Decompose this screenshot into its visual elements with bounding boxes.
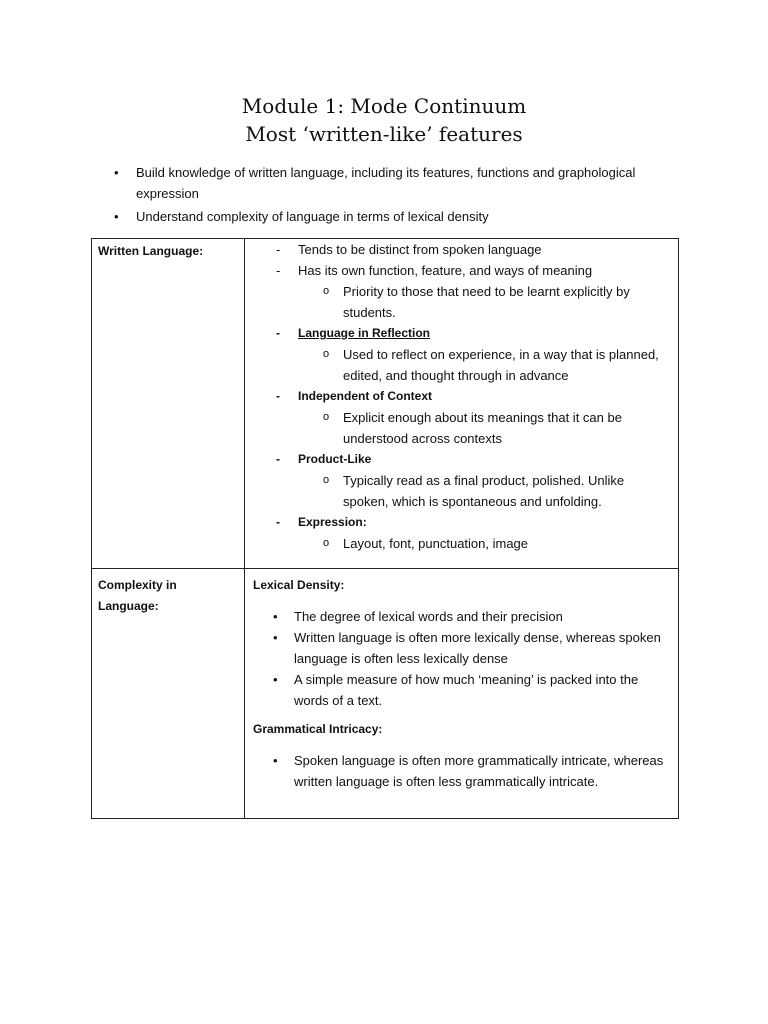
table-row — [92, 569, 679, 819]
sub-item: o Used to reflect on experience, in a way that is planned, edited, and thought through in advance — [323, 347, 659, 383]
list-item-text: Build knowledge of written language, including its features, functions and graphological expression — [136, 165, 636, 201]
sub-item-text: Explicit enough about its meanings that it can be understood across contexts — [343, 410, 622, 446]
sub-item-text: Priority to those that need to be learnt explicitly by students. — [343, 284, 630, 320]
sub-item-text: Used to reflect on experience, in a way that is planned, edited, and thought through in advance — [343, 347, 659, 383]
list-item-text: Product-Like — [298, 452, 372, 466]
list-item: • Written language is often more lexically dense, whereas spoken language is often less lexically dense — [273, 630, 661, 666]
section-heading: Lexical Density: — [253, 578, 345, 592]
sub-item-text: Layout, font, punctuation, image — [343, 536, 529, 551]
list-item: • A simple measure of how much ‘meaning’ is packed into the words of a text. — [273, 672, 639, 708]
list-item-text: Has its own function, feature, and ways of meaning — [298, 263, 593, 278]
sub-item-text: Typically read as a final product, polished. Unlike spoken, which is spontaneous and unfolding. — [343, 473, 625, 509]
list-item: • Build knowledge of written language, including its features, functions and graphological expression — [114, 165, 636, 201]
page-subtitle: Most ‘written-like’ features — [245, 122, 523, 146]
list-item: • Understand complexity of language in terms of lexical density — [114, 209, 489, 224]
section-heading: Grammatical Intricacy: — [253, 722, 383, 736]
page-title: Module 1: Mode Continuum — [241, 94, 527, 118]
sub-item: o Explicit enough about its meanings that it can be understood across contexts — [323, 410, 622, 446]
features-table — [91, 238, 679, 819]
list-item-text: Language in Reflection — [298, 326, 431, 340]
sub-item: o Layout, font, punctuation, image — [323, 536, 529, 551]
list-item: - Tends to be distinct from spoken language — [276, 242, 542, 257]
intro-bullet-list — [108, 162, 648, 229]
row-label: Written Language: — [92, 239, 245, 569]
list-item-text: Understand complexity of language in terms of lexical density — [136, 209, 489, 224]
list-item: - Has its own function, feature, and ways of meaning — [276, 263, 593, 278]
list-item-text: Written language is often more lexically dense, whereas spoken language is often less lexically dense — [294, 630, 661, 666]
table-row — [92, 239, 679, 569]
list-item: - Expression: — [276, 515, 367, 529]
list-item-text: Spoken language is often more grammatically intricate, whereas written language is often less grammatically intricate. — [294, 753, 664, 789]
list-item-text: A simple measure of how much ‘meaning’ is packed into the words of a text. — [294, 672, 639, 708]
list-item: - Product-Like — [276, 452, 372, 466]
list-item: • The degree of lexical words and their precision — [273, 609, 563, 624]
list-item: - Language in Reflection — [276, 326, 431, 340]
list-item: • Spoken language is often more grammatically intricate, whereas written language is often less grammatically intricate. — [273, 753, 664, 789]
row-label: Complexity in Language: — [92, 569, 245, 819]
sub-item: o Priority to those that need to be learnt explicitly by students. — [323, 284, 630, 320]
bullet-list — [253, 606, 672, 711]
row-content — [245, 239, 679, 569]
sub-item: o Typically read as a final product, polished. Unlike spoken, which is spontaneous and unfolding. — [323, 473, 625, 509]
list-item-text: Independent of Context — [298, 389, 432, 403]
list-item-text: The degree of lexical words and their precision — [294, 609, 563, 624]
list-item-text: Tends to be distinct from spoken language — [298, 242, 542, 257]
list-item-text: Expression: — [298, 515, 367, 529]
row-content — [245, 569, 679, 819]
list-item: - Independent of Context — [276, 389, 432, 403]
bullet-list — [253, 750, 672, 792]
